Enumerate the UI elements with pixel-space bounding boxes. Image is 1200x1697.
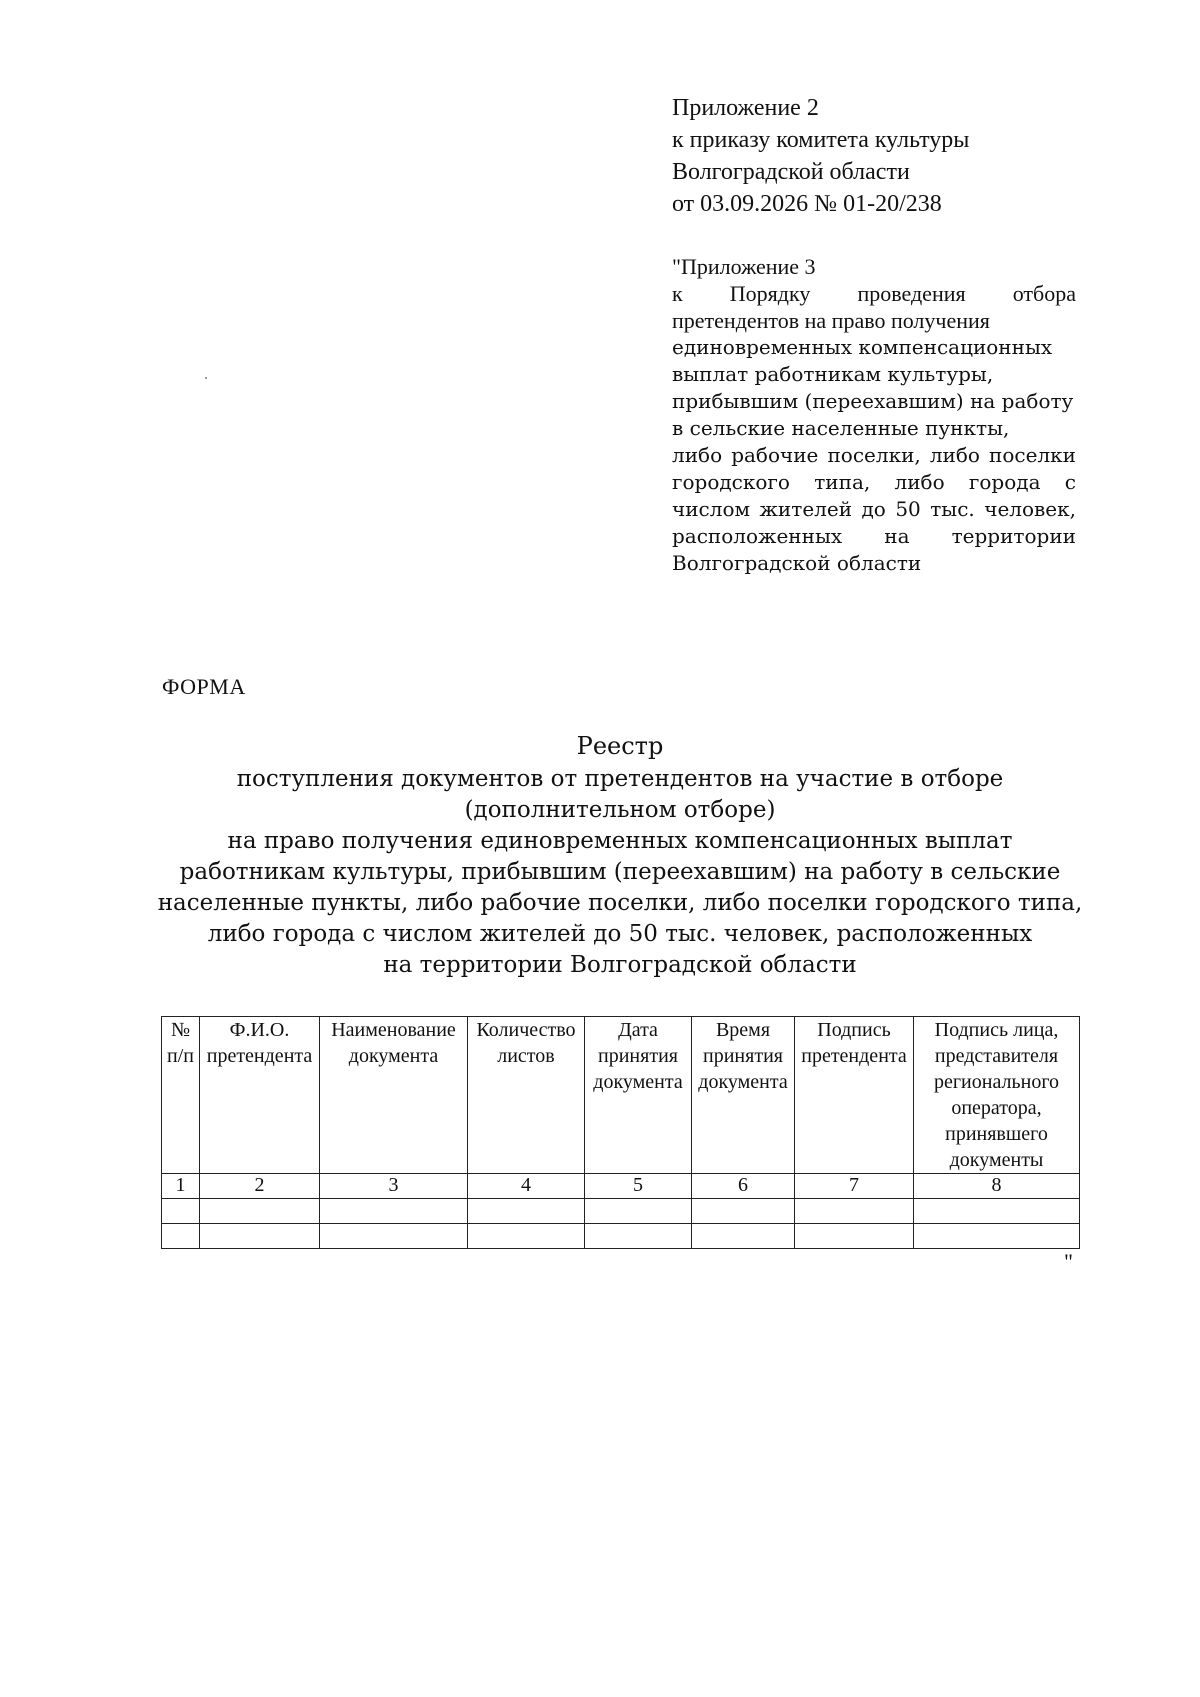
appendix-line: от 03.09.2026 № 01-20/238: [672, 191, 942, 217]
column-number-row: [162, 1174, 1080, 1199]
table-cell: [585, 1199, 692, 1224]
table-cell: [162, 1199, 200, 1224]
table-cell: [200, 1199, 320, 1224]
table-cell: [914, 1199, 1080, 1224]
table-cell: [585, 1224, 692, 1249]
header-full-name: Ф.И.О. претендента: [200, 1017, 320, 1174]
title-line: (дополнительном отборе): [464, 797, 776, 823]
header-document-name: Наименование документа: [320, 1017, 468, 1174]
column-number: 3: [320, 1174, 468, 1199]
header-applicant-signature: Подпись претендента: [795, 1017, 914, 1174]
title-line: на право получения единовременных компенсационных выплат: [227, 828, 1013, 854]
appendix-line: Приложение 2: [672, 95, 819, 121]
header-sheet-count: Количество листов: [468, 1017, 585, 1174]
header-row-number: № п/п: [162, 1017, 200, 1174]
order-line: прибывшим (переехавшим) на работу: [672, 389, 1074, 413]
order-line: выплат работникам культуры,: [672, 362, 994, 386]
order-line: в сельские населенные пункты,: [672, 416, 1010, 440]
closing-quote: ": [1064, 1249, 1073, 1274]
registry-table: [161, 1016, 1080, 1249]
header-acceptance-time: Время принятия документа: [692, 1017, 795, 1174]
column-number: 8: [914, 1174, 1080, 1199]
title-main: Реестр: [576, 732, 664, 760]
title-line: на территории Волгоградской области: [383, 952, 857, 978]
order-line: либо рабочие поселки, либо поселки: [672, 443, 1076, 467]
appendix-line: Волгоградской области: [672, 159, 910, 185]
table-cell: [320, 1199, 468, 1224]
scan-speck: [205, 377, 207, 379]
table-cell: [468, 1199, 585, 1224]
title-line: поступления документов от претендентов на участие в отборе: [236, 766, 1004, 792]
title-line: населенные пункты, либо рабочие поселки, либо поселки городского типа,: [157, 890, 1083, 916]
order-line: "Приложение 3: [672, 254, 816, 279]
order-line: городского типа, либо города с: [672, 470, 1076, 494]
header-operator-signature: Подпись лица, представителя регионального оператора, принявшего документы: [914, 1017, 1080, 1174]
order-line: числом жителей до 50 тыс. человек,: [672, 497, 1076, 521]
appendix-header: [672, 92, 1072, 220]
table-cell: [468, 1224, 585, 1249]
document-title: [90, 728, 1150, 981]
order-line: единовременных компенсационных: [672, 335, 1053, 359]
table-cell: [914, 1224, 1080, 1249]
table-cell: [795, 1224, 914, 1249]
column-number: 6: [692, 1174, 795, 1199]
form-label: ФОРМА: [162, 674, 246, 699]
column-number: 1: [162, 1174, 200, 1199]
appendix-line: к приказу комитета культуры: [672, 127, 970, 153]
order-line: расположенных на территории: [672, 524, 1076, 548]
table-cell: [162, 1224, 200, 1249]
table-row: [162, 1224, 1080, 1249]
column-number: 7: [795, 1174, 914, 1199]
order-reference: [672, 253, 1076, 577]
title-line: работникам культуры, прибывшим (переехавшим) на работу в сельские: [179, 859, 1061, 885]
order-line: претендентов на право получения: [672, 308, 990, 333]
column-number: 5: [585, 1174, 692, 1199]
table-header-row: [162, 1017, 1080, 1174]
order-line: Волгоградской области: [672, 551, 922, 575]
column-number: 4: [468, 1174, 585, 1199]
table-cell: [692, 1199, 795, 1224]
table-row: [162, 1199, 1080, 1224]
title-line: либо города с числом жителей до 50 тыс. человек, расположенных: [207, 921, 1033, 947]
order-line: к Порядку проведения отбора: [672, 281, 1076, 306]
table-cell: [692, 1224, 795, 1249]
table-cell: [795, 1199, 914, 1224]
table-cell: [200, 1224, 320, 1249]
header-acceptance-date: Дата принятия документа: [585, 1017, 692, 1174]
column-number: 2: [200, 1174, 320, 1199]
table-cell: [320, 1224, 468, 1249]
